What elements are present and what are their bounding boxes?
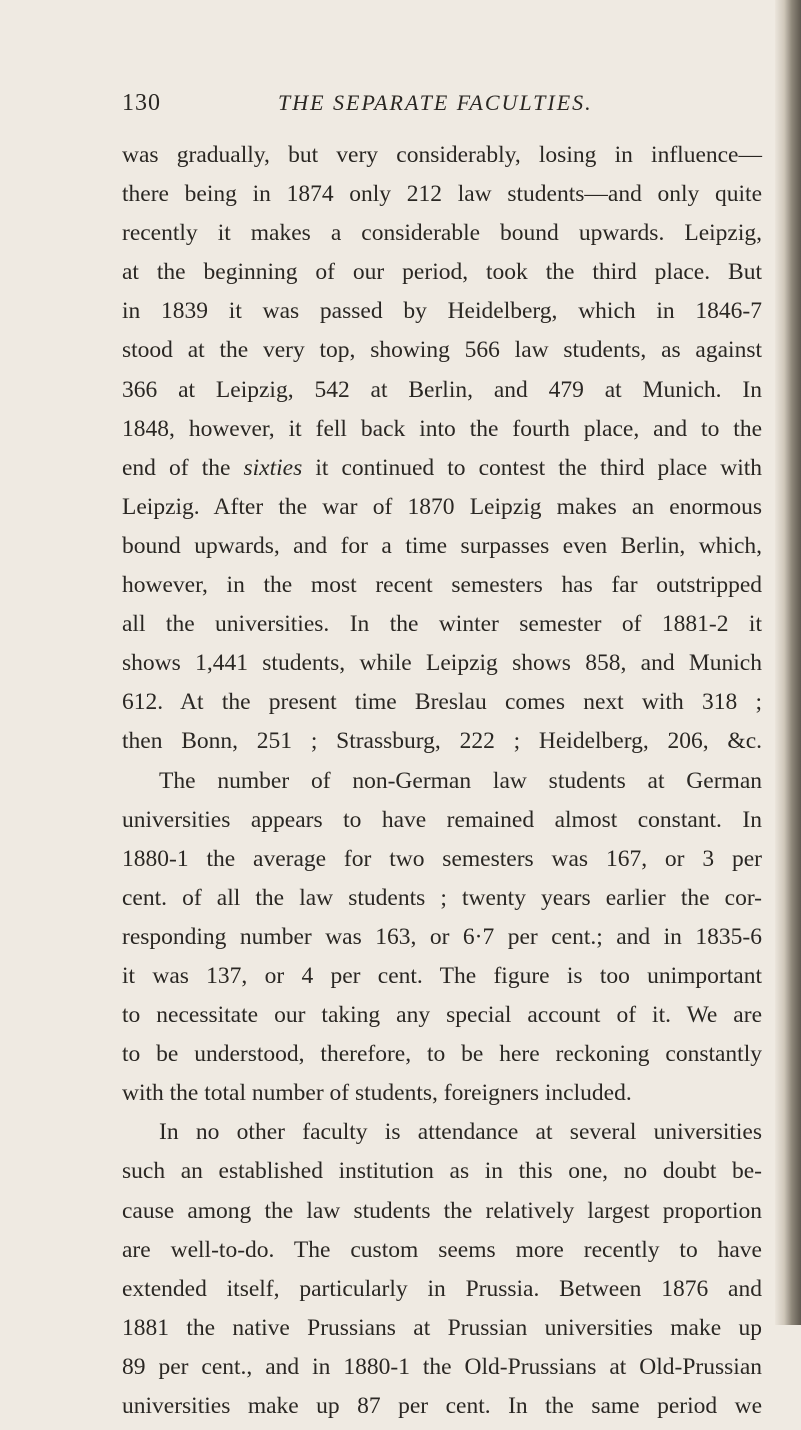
text-line [122, 726, 762, 765]
running-head: THE SEPARATE FACULTIES. [278, 90, 593, 115]
text-line [122, 1235, 762, 1274]
text-run: cause among the law students the relatively largest proportion [122, 1197, 762, 1224]
text-line [122, 844, 762, 883]
text-line [122, 1352, 762, 1391]
text-line [122, 414, 762, 453]
text-run: then Bonn, 251 ; Strassburg, 222 ; Heidelberg, 206, &c. [122, 728, 762, 755]
text-line [122, 766, 762, 805]
text-line [122, 335, 762, 374]
text-line [122, 570, 762, 609]
text-line [122, 1391, 762, 1430]
text-run: universities make up 87 per cent. In the same period we [122, 1393, 762, 1419]
text-line [122, 218, 762, 257]
text-run: such an established institution as in this one, no doubt be- [122, 1158, 762, 1185]
text-run: The number of non-German law students at German [159, 767, 762, 794]
text-line [122, 453, 762, 492]
text-run: all the universities. In the winter semester of 1881-2 it [122, 611, 762, 638]
text-line [122, 883, 762, 922]
page-edge-shadow [775, 0, 801, 1325]
text-run: to necessitate our taking any special account of it. We are [122, 1002, 762, 1029]
text-run: are well-to-do. The custom seems more recently to have [122, 1236, 762, 1263]
text-run: Leipzig. After the war of 1870 Leipzig makes an enormous [122, 493, 762, 520]
text-run: responding number was 163, or 6·7 per cent.; and in 1835-6 [122, 923, 762, 950]
text-run: In no other faculty is attendance at several universities [159, 1119, 762, 1146]
text-run: end of the [122, 454, 244, 481]
text-run: to be understood, therefore, to be here reckoning constantly [122, 1041, 762, 1068]
text-run: 1880-1 the average for two semesters was 167, or 3 per [122, 845, 762, 872]
text-run: stood at the very top, showing 566 law students, as against [122, 337, 762, 364]
text-run: 366 at Leipzig, 542 at Berlin, and 479 at Munich. In [122, 376, 762, 403]
text-line [122, 961, 762, 1000]
text-run: recently it makes a considerable bound upwards. Leipzig, [122, 220, 762, 247]
text-run: universities appears to have remained almost constant. In [122, 806, 762, 833]
text-line [122, 805, 762, 844]
text-run: 89 per cent., and in 1880-1 the Old-Prussians at Old-Prussian [122, 1353, 762, 1380]
text-run: bound upwards, and for a time surpasses even Berlin, which, [122, 532, 762, 559]
text-run: with the total number of students, foreigners included. [122, 1080, 632, 1107]
text-line [122, 1196, 762, 1235]
page-header [122, 90, 757, 124]
text-run: however, in the most recent semesters has far outstripped [122, 572, 762, 599]
page-number: 130 [122, 90, 161, 116]
text-run: at the beginning of our period, took the third place. But [122, 259, 762, 286]
text-line [122, 609, 762, 648]
text-line [122, 375, 762, 414]
text-line [122, 922, 762, 961]
text-line [122, 140, 762, 179]
text-line [122, 1078, 762, 1117]
italic-word: sixties [243, 454, 303, 481]
text-line [122, 1039, 762, 1078]
text-line [122, 492, 762, 531]
text-run: extended itself, particularly in Prussia. Between 1876 and [122, 1275, 762, 1302]
text-line [122, 296, 762, 335]
text-run: cent. of all the law students ; twenty years earlier the cor- [122, 884, 762, 911]
text-line [122, 531, 762, 570]
text-run: there being in 1874 only 212 law students—and only quite [122, 181, 762, 208]
text-run: in 1839 it was passed by Heidelberg, which in 1846-7 [122, 298, 762, 325]
text-line [122, 1117, 762, 1156]
text-run: 612. At the present time Breslau comes next with 318 ; [122, 689, 762, 716]
text-line [122, 648, 762, 687]
text-line [122, 1274, 762, 1313]
text-run: it was 137, or 4 per cent. The figure is too unimportant [122, 962, 762, 989]
text-line [122, 687, 762, 726]
text-line [122, 1313, 762, 1352]
text-run: 1881 the native Prussians at Prussian universities make up [122, 1314, 762, 1341]
body-text [122, 140, 762, 1430]
text-line [122, 1000, 762, 1039]
text-run: shows 1,441 students, while Leipzig shows 858, and Munich [122, 650, 762, 677]
text-line [122, 179, 762, 218]
text-run: it continued to contest the third place with [302, 454, 763, 481]
text-line [122, 1156, 762, 1195]
text-run: 1848, however, it fell back into the fourth place, and to the [122, 415, 762, 442]
text-run: was gradually, but very considerably, losing in influence— [122, 142, 762, 168]
text-line [122, 257, 762, 296]
